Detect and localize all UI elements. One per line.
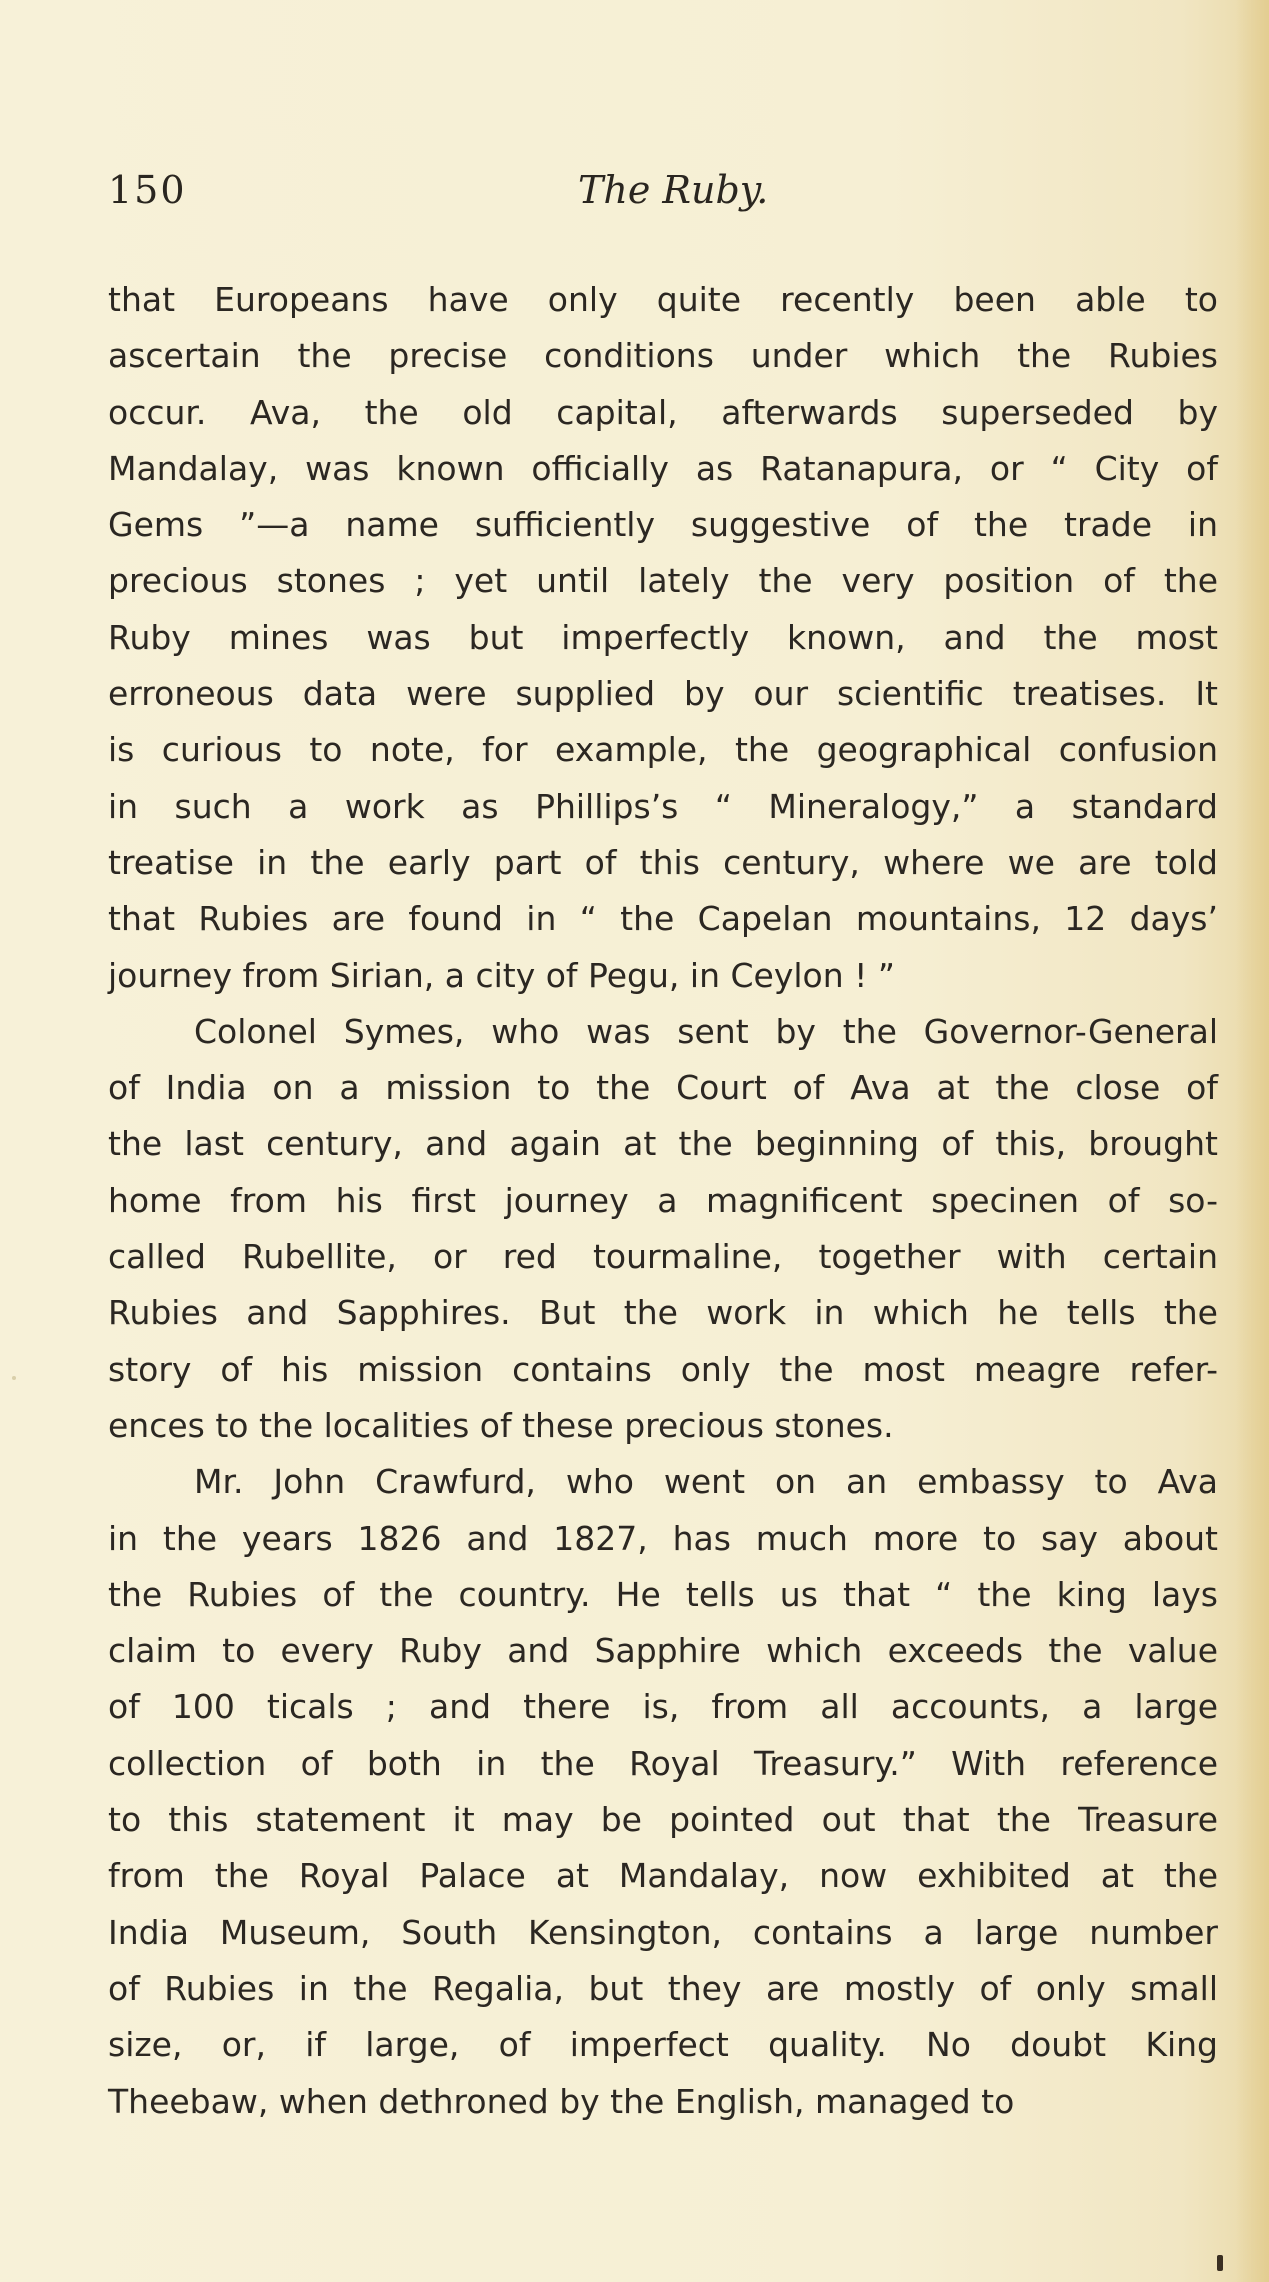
text-line: journey from Sirian, a city of Pegu, in Ceylon ! ” bbox=[108, 955, 895, 995]
text-line: erroneous data were supplied by our scientific treatises. It bbox=[108, 674, 1218, 714]
text-line: the Rubies of the country. He tells us that “ the king lays bbox=[108, 1574, 1218, 1614]
text-line: called Rubellite, or red tourmaline, together with certain bbox=[108, 1237, 1218, 1277]
text-line: claim to every Ruby and Sapphire which exceeds the value bbox=[108, 1631, 1218, 1671]
ink-mark bbox=[1217, 2255, 1223, 2271]
text-line: Mandalay, was known officially as Ratanapura, or “ City of bbox=[108, 448, 1218, 488]
text-line: story of his mission contains only the most meagre refer- bbox=[108, 1349, 1218, 1389]
text-line: is curious to note, for example, the geographical confusion bbox=[108, 730, 1218, 770]
text-line: of India on a mission to the Court of Ava at the close of bbox=[108, 1068, 1218, 1108]
text-line: Ruby mines was but imperfectly known, and the most bbox=[108, 617, 1218, 657]
paragraph bbox=[108, 1004, 1218, 1454]
text-line: Theebaw, when dethroned by the English, managed to bbox=[108, 2081, 1015, 2121]
text-line: home from his first journey a magnificent specinen of so- bbox=[108, 1180, 1218, 1220]
text-line: from the Royal Palace at Mandalay, now exhibited at the bbox=[108, 1856, 1218, 1896]
page-header bbox=[108, 168, 1218, 228]
text-line: to this statement it may be pointed out that the Treasure bbox=[108, 1800, 1218, 1840]
text-line: that Europeans have only quite recently been able to bbox=[108, 280, 1218, 319]
paper-speck bbox=[12, 1376, 16, 1380]
text-line: treatise in the early part of this century, where we are told bbox=[108, 842, 1218, 882]
text-line: the last century, and again at the beginning of this, brought bbox=[108, 1124, 1218, 1164]
text-line: Gems ”—a name sufficiently suggestive of the trade in bbox=[108, 505, 1218, 545]
body-text bbox=[108, 272, 1218, 2130]
text-line: in such a work as Phillips’s “ Mineralogy,” a standard bbox=[108, 786, 1218, 826]
text-line: India Museum, South Kensington, contains a large number bbox=[108, 1912, 1218, 1952]
text-line: Rubies and Sapphires. But the work in which he tells the bbox=[108, 1293, 1218, 1333]
text-line: in the years 1826 and 1827, has much more to say about bbox=[108, 1518, 1218, 1558]
text-line: occur. Ava, the old capital, afterwards superseded by bbox=[108, 392, 1218, 432]
text-line: Colonel Symes, who was sent by the Governor-General bbox=[194, 1011, 1218, 1051]
text-line: size, or, if large, of imperfect quality. No doubt King bbox=[108, 2025, 1218, 2065]
page-number: 150 bbox=[108, 168, 187, 212]
paragraph bbox=[108, 272, 1218, 1004]
page-edge-shadow bbox=[1235, 0, 1269, 2282]
text-line: that Rubies are found in “ the Capelan mountains, 12 days’ bbox=[108, 899, 1218, 939]
text-line: ences to the localities of these precious stones. bbox=[108, 1405, 894, 1445]
text-line: of 100 ticals ; and there is, from all accounts, a large bbox=[108, 1687, 1218, 1727]
text-line: collection of both in the Royal Treasury.” With reference bbox=[108, 1743, 1218, 1783]
running-title: The Ruby. bbox=[578, 168, 769, 212]
text-line: precious stones ; yet until lately the very position of the bbox=[108, 561, 1218, 601]
text-line: Mr. John Crawfurd, who went on an embassy to Ava bbox=[194, 1462, 1218, 1502]
text-line: ascertain the precise conditions under which the Rubies bbox=[108, 336, 1218, 376]
text-line: of Rubies in the Regalia, but they are mostly of only small bbox=[108, 1968, 1218, 2008]
paragraph bbox=[108, 1454, 1218, 2130]
